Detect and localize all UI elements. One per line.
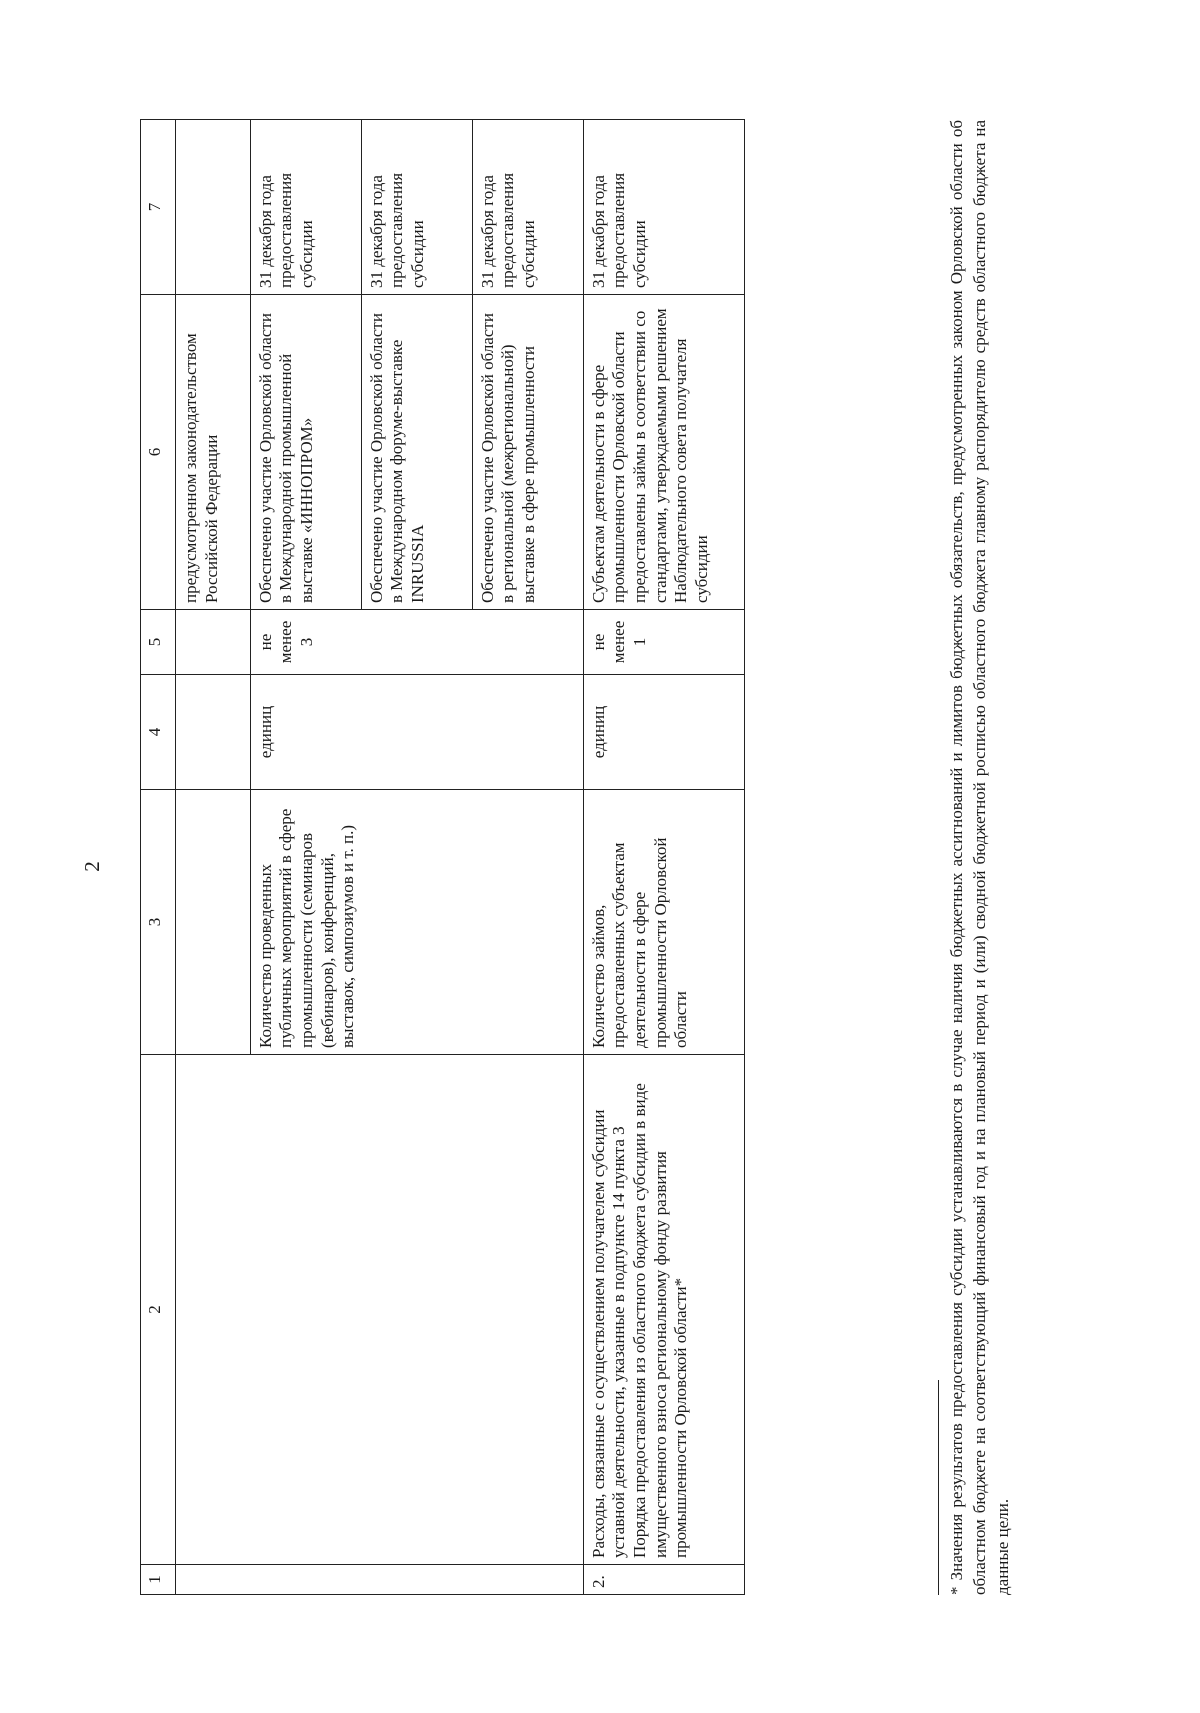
header-col-3: 3 [141, 790, 176, 1055]
deadline-regional-exhibition: 31 декабря года предоставления субсидии [472, 120, 583, 295]
table-row [176, 120, 251, 1595]
row-2-expense: Расходы, связанные с осуществлением получателем субсидии уставной деятельности, указанные в подпункте 14 пункта 3 Порядка предоставления из областного бюджета субсидии в виде имущественного взноса региональному фонду развития промышленности Орловской области* [583, 1055, 744, 1565]
rotated-landscape-page [140, 120, 1050, 1595]
table-row [583, 120, 744, 1595]
unit-public-events: единиц [250, 675, 583, 790]
indicator-public-events: Количество проведенных публичных мероприятий в сфере промышленности (семинаров (вебинаров), конференций, выставок, симпозиумов и т. п.) [250, 790, 583, 1055]
header-col-7: 7 [141, 120, 176, 295]
page-number: 2 [79, 861, 104, 872]
result-innoprom: Обеспечено участие Орловской области в Международной промышленной выставке «ИННОПРОМ» [250, 295, 361, 610]
header-col-4: 4 [141, 675, 176, 790]
header-col-5: 5 [141, 610, 176, 675]
row-2-deadline: 31 декабря года предоставления субсидии [583, 120, 744, 295]
results-table [140, 119, 745, 1595]
footnote-separator [938, 1380, 939, 1595]
result-regional-exhibition: Обеспечено участие Орловской области в региональной (межрегиональной) выставке в сфере промышленности [472, 295, 583, 610]
header-col-2: 2 [141, 1055, 176, 1565]
header-col-1: 1 [141, 1565, 176, 1595]
row-2-unit: единиц [583, 675, 744, 790]
table-row [250, 120, 361, 1595]
header-col-6: 6 [141, 295, 176, 610]
row-2-value: не менее 1 [583, 610, 744, 675]
row-2-result: Субъектам деятельности в сфере промышленности Орловской области предоставлены займы в соответствии со стандартами, утверждаемыми решением Наблюдательного совета получателя субсидии [583, 295, 744, 610]
table-header-row [141, 120, 176, 1595]
deadline-innoprom: 31 декабря года предоставления субсидии [250, 120, 361, 295]
row-2-indicator: Количество займов, предоставленных субъектам деятельности в сфере промышленности Орловской области [583, 790, 744, 1055]
value-public-events: не менее 3 [250, 610, 583, 675]
result-inrussia: Обеспечено участие Орловской области в Международном форуме-выставке INRUSSIA [361, 295, 472, 610]
continuation-text: предусмотренном законодательством Российской Федерации [176, 295, 251, 610]
deadline-inrussia: 31 декабря года предоставления субсидии [361, 120, 472, 295]
footnote: * Значения результатов предоставления субсидии устанавливаются в случае наличия бюджетных ассигнований и лимитов бюджетных обязательств, предусмотренных законом Орловской области об областном бюджете на соответствующий финансовый год и на плановый период и (или) сводной бюджетной росписью областного бюджета главному распорядителю средств областного бюджета на данные цели. [947, 120, 1012, 1595]
row-2-number: 2. [583, 1565, 744, 1595]
